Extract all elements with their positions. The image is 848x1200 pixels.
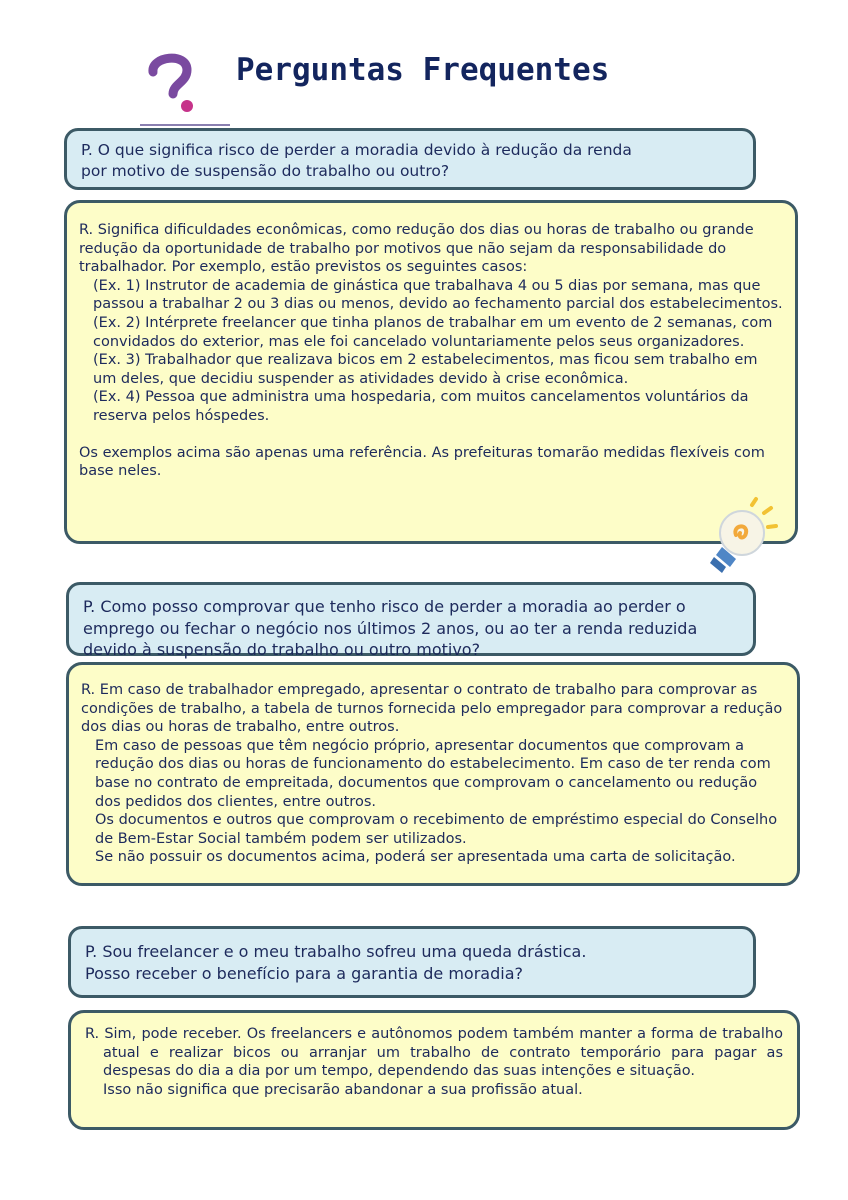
lightbulb-icon (700, 495, 780, 580)
answer-example-4: (Ex. 4) Pessoa que administra uma hospedaria, com muitos cancelamentos voluntários da reserva pelos hóspedes. (93, 389, 749, 424)
answer-paragraph-1: R. Sim, pode receber. Os freelancers e autônomos podem também manter a forma de trabalho atual e realizar bicos ou arranjar um trabalho de contrato temporário para pagar as despesas do dia a dia por um tempo, dependendo das suas intenções e situação. (85, 1026, 783, 1080)
answer-example-3: (Ex. 3) Trabalhador que realizava bicos em 2 estabelecimentos, mas ficou sem trabalho em um deles, que decidiu suspender as atividades devido à crise econômica. (93, 352, 758, 387)
title-underline (140, 124, 230, 126)
question-text: P. Como posso comprovar que tenho risco de perder a moradia ao perder o emprego ou fechar o negócio nos últimos 2 anos, ou ao ter a renda reduzida devido à suspensão do trabalho ou outro motivo? (83, 597, 698, 659)
answer-note: Os exemplos acima são apenas uma referência. As prefeituras tomarão medidas flexíveis com base neles. (79, 444, 765, 480)
answer-intro: R. Significa dificuldades econômicas, como redução dos dias ou horas de trabalho ou grande redução da oportunidade de trabalho por motivos que não sejam da responsabilidade do trabalhador. Por exemplo, estão previstos os seguintes casos: (79, 222, 754, 276)
answer-paragraph-2: Isso não significa que precisarão abandonar a sua profissão atual. (103, 1081, 583, 1098)
answer-paragraph-1: R. Em caso de trabalhador empregado, apresentar o contrato de trabalho para comprovar as condições de trabalho, a tabela de turnos fornecida pelo empregador para comprovar a redução dos dias ou horas de trabalho, entre outros. (81, 682, 783, 736)
answer-paragraph-3: Os documentos e outros que comprovam o recebimento de empréstimo especial do Conselho de Bem-Estar Social também podem ser utilizados. (95, 812, 778, 847)
faq-question-3 (68, 926, 756, 998)
answer-paragraph-2: Em caso de pessoas que têm negócio próprio, apresentar documentos que comprovam a redução dos dias ou horas de funcionamento do estabelecimento. Em caso de ter renda com base no contrato de empreitada, documentos que comprovam o cancelamento ou redução dos pedidos dos clientes, entre outros. (95, 737, 771, 810)
page-title: Perguntas Frequentes (236, 52, 610, 88)
faq-question-1 (64, 128, 756, 190)
faq-answer-1 (64, 200, 798, 544)
answer-paragraph-4: Se não possuir os documentos acima, poderá ser apresentada uma carta de solicitação. (95, 849, 736, 866)
faq-question-2 (66, 582, 756, 659)
faq-answer-2 (66, 662, 800, 886)
answer-example-1: (Ex. 1) Instrutor de academia de ginástica que trabalhava 4 ou 5 dias por semana, mas que passou a trabalhar 2 ou 3 dias ou menos, devido ao fechamento parcial dos estabelecimentos. (93, 277, 783, 313)
question-mark-icon (143, 50, 203, 116)
question-text: P. Sou freelancer e o meu trabalho sofreu uma queda drástica. Posso receber o benefício para a garantia de moradia? (85, 942, 587, 983)
question-text: P. O que significa risco de perder a moradia devido à redução da renda por motivo de suspensão do trabalho ou outro? (81, 141, 632, 180)
answer-example-2: (Ex. 2) Intérprete freelancer que tinha planos de trabalhar em um evento de 2 semanas, com convidados do exterior, mas ele foi cancelado voluntariamente pelos seus organizadores. (93, 314, 773, 350)
faq-answer-3 (68, 1010, 800, 1130)
